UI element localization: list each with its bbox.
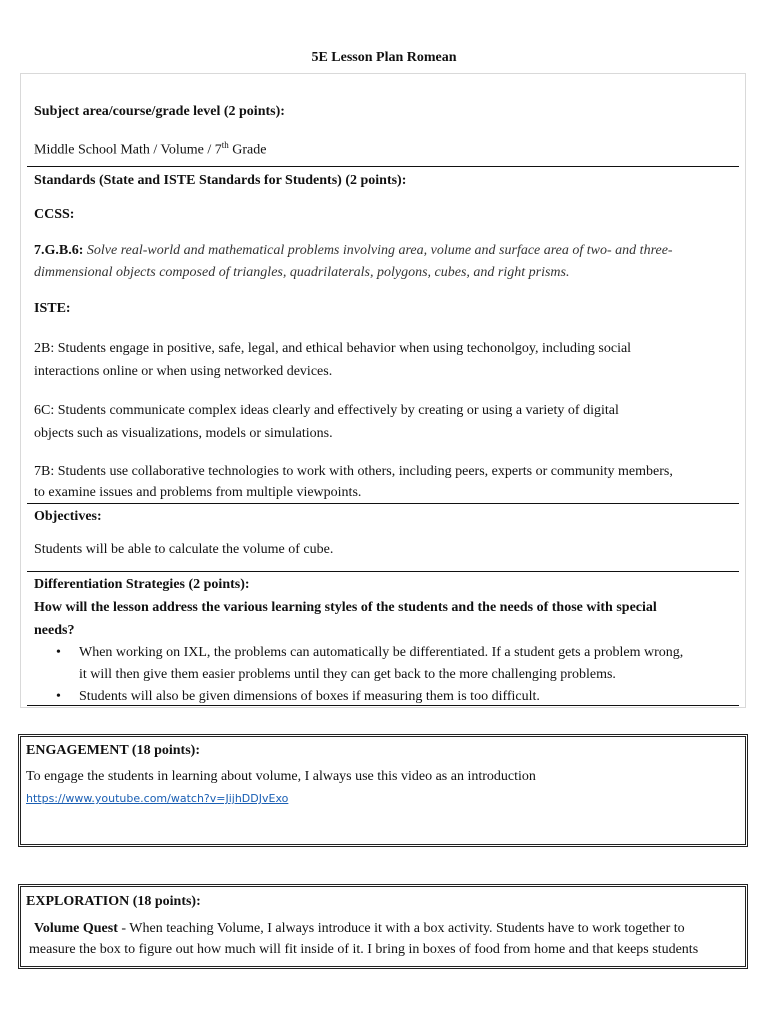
divider	[27, 503, 739, 504]
iste-label: ISTE:	[34, 301, 71, 316]
iste-7b-line1: 7B: Students use collaborative technologies to work with others, including peers, experts or community members,	[34, 464, 673, 479]
iste-6c-line1: 6C: Students communicate complex ideas clearly and effectively by creating or using a variety of digital	[34, 403, 619, 418]
divider	[27, 705, 739, 706]
subject-value-superscript: th	[221, 140, 229, 150]
iste-2b-line2: interactions online or when using networked devices.	[34, 364, 333, 379]
exploration-text-line1: - When teaching Volume, I always introduce it with a box activity. Students have to work together to	[117, 921, 685, 936]
ccss-label: CCSS:	[34, 207, 75, 222]
subject-value-suffix: Grade	[228, 142, 267, 158]
exploration-line2: measure the box to figure out how much will fit inside of it. I bring in boxes of food from home and that keeps students	[29, 942, 699, 957]
bullet-icon: •	[56, 645, 61, 660]
document-title: 5E Lesson Plan Romean	[311, 50, 457, 65]
subject-value	[34, 134, 266, 162]
ccss-text-line1: Solve real-world and mathematical problems involving area, volume and surface area of two- and three-	[83, 243, 673, 258]
ccss-code: 7.G.B.6:	[34, 243, 84, 258]
divider	[27, 166, 739, 167]
differentiation-question-line2: needs?	[34, 623, 75, 638]
differentiation-question-line1: How will the lesson address the various learning styles of the students and the needs of those with special	[34, 600, 657, 615]
standards-heading: Standards (State and ISTE Standards for Students) (2 points):	[34, 173, 407, 188]
exploration-line1	[34, 918, 685, 940]
subject-heading: Subject area/course/grade level (2 points):	[34, 104, 285, 119]
objectives-heading: Objectives:	[34, 509, 102, 524]
iste-6c-line2: objects such as visualizations, models or simulations.	[34, 426, 333, 441]
objectives-text: Students will be able to calculate the volume of cube.	[34, 542, 334, 557]
engagement-text: To engage the students in learning about volume, I always use this video as an introduction	[26, 769, 536, 784]
ccss-text-line2: dimmensional objects composed of triangles, quadrilaterals, polygons, cubes, and right prisms.	[34, 265, 570, 280]
bullet-icon: •	[56, 689, 61, 704]
bullet1-line1: When working on IXL, the problems can automatically be differentiated. If a student gets a problem wrong,	[79, 645, 684, 660]
iste-2b-line1: 2B: Students engage in positive, safe, legal, and ethical behavior when using techonolgoy, including social	[34, 341, 632, 356]
engagement-video-link[interactable]	[26, 788, 288, 810]
exploration-heading: EXPLORATION (18 points):	[26, 894, 201, 909]
engagement-heading: ENGAGEMENT (18 points):	[26, 743, 200, 758]
subject-value-main: Middle School Math / Volume / 7	[34, 142, 222, 158]
bullet2-text: Students will also be given dimensions of boxes if measuring them is too difficult.	[79, 689, 540, 704]
differentiation-heading: Differentiation Strategies (2 points):	[34, 577, 250, 592]
bullet1-line2: it will then give them easier problems until they can get back to the more challenging problems.	[79, 667, 616, 682]
video-link[interactable]: https://www.youtube.com/watch?v=JijhDDJvExo	[26, 792, 289, 805]
iste-7b-line2: to examine issues and problems from multiple viewpoints.	[34, 485, 362, 500]
activity-name: Volume Quest	[34, 921, 118, 936]
ccss-standard	[34, 240, 673, 262]
divider	[27, 571, 739, 572]
